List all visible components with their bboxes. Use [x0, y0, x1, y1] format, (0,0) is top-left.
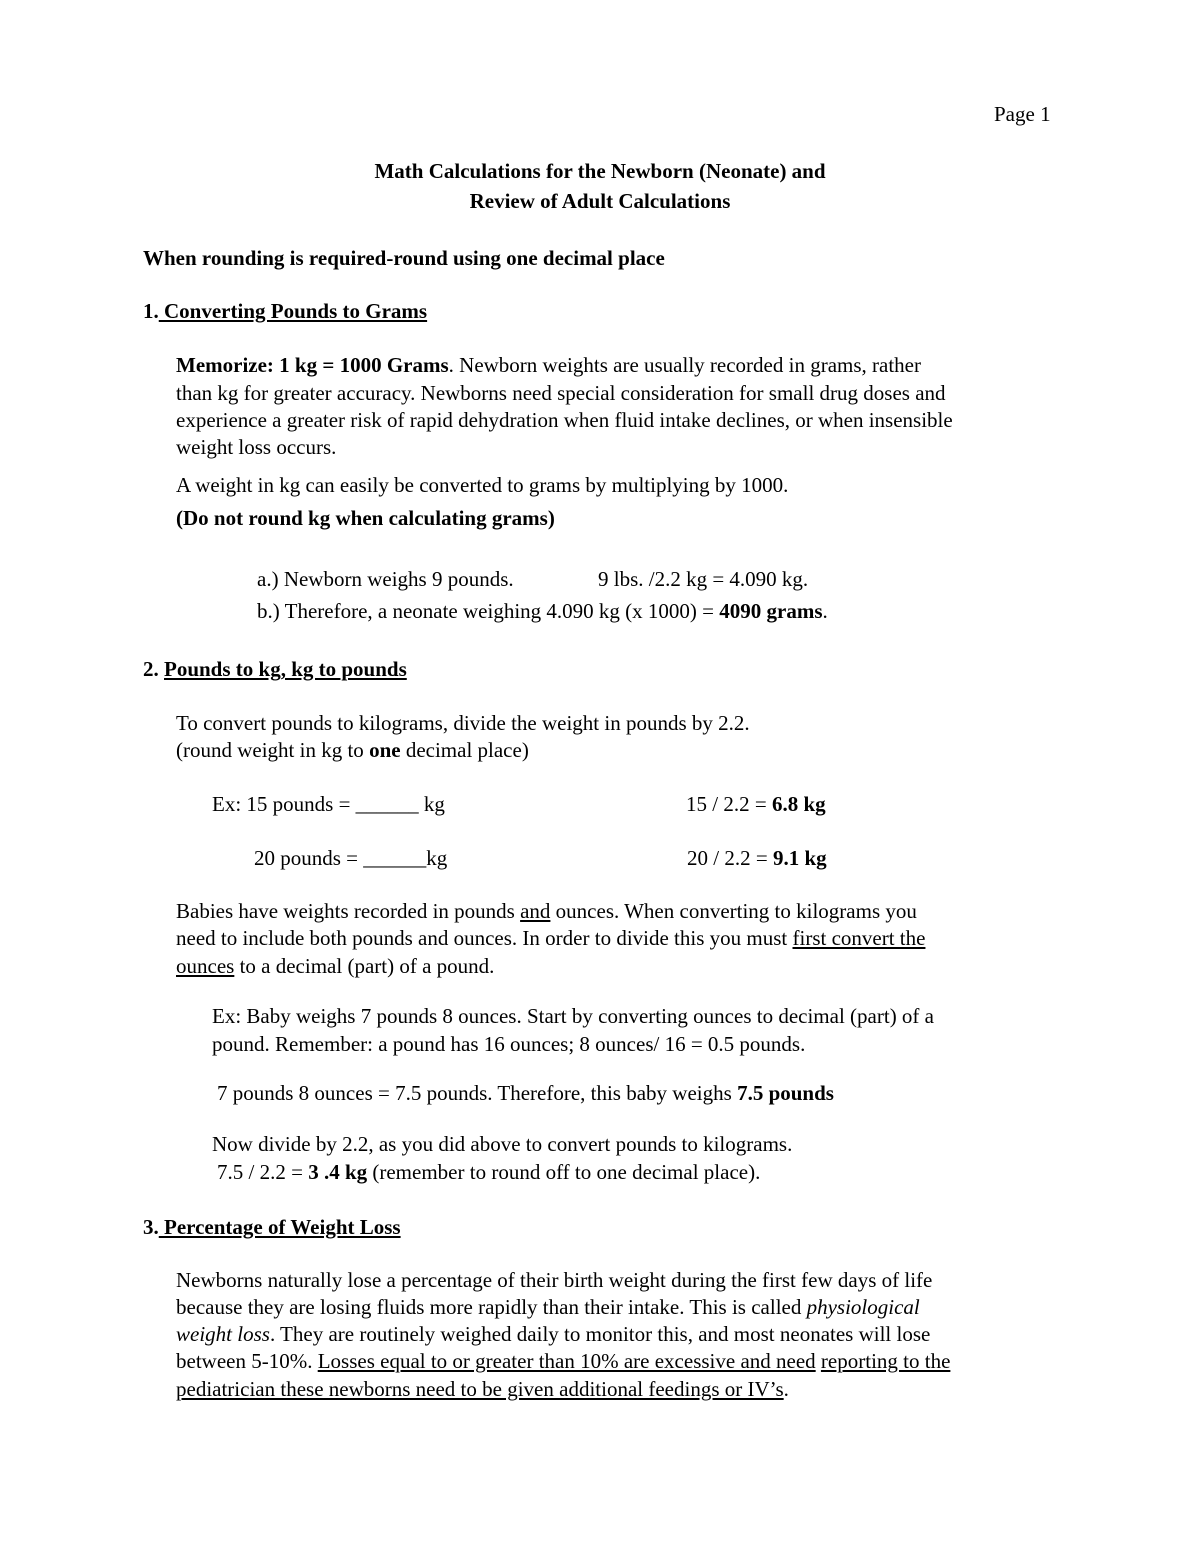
example-b-text: b.) Therefore, a neonate weighing 4.090 kg (x 1000) = — [257, 599, 720, 623]
example-ounces-line-2: pound. Remember: a pound has 16 ounces; 8 ounces/ 16 = 0.5 pounds. — [212, 1032, 806, 1056]
s3-line2-text: because they are losing fluids more rapidly than their intake. This is called — [176, 1295, 807, 1319]
s3-line4-underlined: Losses equal to or greater than 10% are excessive and need — [317, 1349, 816, 1373]
section-3-line-4 — [176, 1348, 950, 1375]
section-2-heading — [143, 656, 407, 683]
page-title-line-2: Review of Adult Calculations — [469, 189, 731, 213]
example-a-calc: 9 lbs. /2.2 kg = 4.090 kg. — [598, 567, 809, 591]
example-b — [257, 598, 828, 625]
babies-text-b: ounces. When converting to kilograms you — [550, 899, 917, 923]
intro-text-a: (round weight in kg to — [176, 738, 370, 762]
babies-line3-text: to a decimal (part) of a pound. — [234, 954, 495, 978]
no-round-note: (Do not round kg when calculating grams) — [176, 506, 555, 530]
babies-line2-underlined: first convert the — [792, 926, 926, 950]
section-3-line-1: Newborns naturally lose a percentage of their birth weight during the first few days of life — [176, 1268, 933, 1292]
example-ounces-line-1: Ex: Baby weighs 7 pounds 8 ounces. Start by converting ounces to decimal (part) of a — [212, 1004, 934, 1028]
page-title-line-1: Math Calculations for the Newborn (Neonate) and — [374, 159, 826, 183]
babies-line3-underlined: ounces — [176, 954, 235, 978]
ex1-calc: 15 / 2.2 = — [686, 792, 772, 816]
para-text: . Newborn weights are usually recorded in grams, rather — [448, 353, 921, 377]
example-b-end: . — [822, 599, 828, 623]
section-1-para-line-2: than kg for greater accuracy. Newborns need special consideration for small drug doses and — [176, 381, 946, 405]
s3-line4-underlined-2: reporting to the — [820, 1349, 951, 1373]
example-a-label: a.) Newborn weighs 9 pounds. — [257, 567, 514, 591]
babies-line2-text: need to include both pounds and ounces. In order to divide this you must — [176, 926, 793, 950]
example-b-result: 4090 grams — [719, 599, 823, 623]
s3-line3-italic: weight loss — [176, 1322, 270, 1346]
section-3-number: 3. — [143, 1215, 159, 1239]
babies-text-and: and — [520, 899, 551, 923]
section-1-title: Converting Pounds to Grams — [158, 299, 428, 323]
rounding-note: When rounding is required-round using one decimal place — [143, 246, 665, 270]
s3-line4-text: between 5-10%. — [176, 1349, 318, 1373]
divide-line-1: Now divide by 2.2, as you did above to convert pounds to kilograms. — [212, 1132, 793, 1156]
ex5-calc: 7.5 / 2.2 = — [217, 1160, 309, 1184]
ex2-result: 9.1 kg — [772, 846, 827, 870]
example-20-answer — [687, 845, 827, 872]
section-1-para-line-3: experience a greater risk of rapid dehydration when fluid intake declines, or when insensible — [176, 408, 953, 432]
section-3-line-3 — [176, 1321, 930, 1348]
section-1-number: 1. — [143, 299, 159, 323]
section-2-intro-line-2 — [176, 737, 529, 764]
ex5-note: (remember to round off to one decimal place). — [367, 1160, 761, 1184]
section-2-title: Pounds to kg, kg to pounds — [164, 657, 407, 681]
s3-line2-italic: physiological — [806, 1295, 920, 1319]
section-3-title: Percentage of Weight Loss — [158, 1215, 401, 1239]
convert-kg-line: A weight in kg can easily be converted to grams by multiplying by 1000. — [176, 473, 789, 497]
s3-line3-text: . They are routinely weighed daily to monitor this, and most neonates will lose — [269, 1322, 931, 1346]
example-15-pounds: Ex: 15 pounds = ______ kg — [212, 792, 445, 816]
intro-text-b: decimal place) — [400, 738, 529, 762]
divide-line-2 — [217, 1159, 760, 1186]
page-number: Page 1 — [994, 102, 1051, 126]
ex5-result: 3 .4 kg — [308, 1160, 368, 1184]
example-15-answer — [686, 791, 826, 818]
ex4-text: 7 pounds 8 ounces = 7.5 pounds. Therefore, this baby weighs — [217, 1081, 738, 1105]
ex4-result: 7.5 pounds — [737, 1081, 834, 1105]
s3-line5-underlined: pediatrician these newborns need to be given additional feedings or IV’s — [176, 1377, 784, 1401]
section-3-line-2 — [176, 1294, 920, 1321]
section-2-number: 2. — [143, 657, 159, 681]
section-1-para-line-4: weight loss occurs. — [176, 435, 337, 459]
ex2-calc: 20 / 2.2 = — [687, 846, 773, 870]
example-7-5-pounds — [217, 1080, 834, 1107]
ex1-result: 6.8 kg — [771, 792, 826, 816]
intro-text-bold: one — [369, 738, 401, 762]
s3-line5-end: . — [783, 1377, 789, 1401]
section-3-line-5 — [176, 1376, 789, 1403]
babies-line-2 — [176, 925, 925, 952]
section-3-heading — [143, 1214, 401, 1241]
example-20-pounds: 20 pounds = ______kg — [254, 846, 448, 870]
babies-line-1 — [176, 898, 917, 925]
babies-line-3 — [176, 953, 494, 980]
section-2-intro-line-1: To convert pounds to kilograms, divide the weight in pounds by 2.2. — [176, 711, 750, 735]
memorize-note: Memorize: 1 kg = 1000 Grams — [176, 353, 449, 377]
section-1-heading — [143, 298, 427, 325]
section-1-para-line-1 — [176, 352, 921, 379]
babies-text-a: Babies have weights recorded in pounds — [176, 899, 521, 923]
